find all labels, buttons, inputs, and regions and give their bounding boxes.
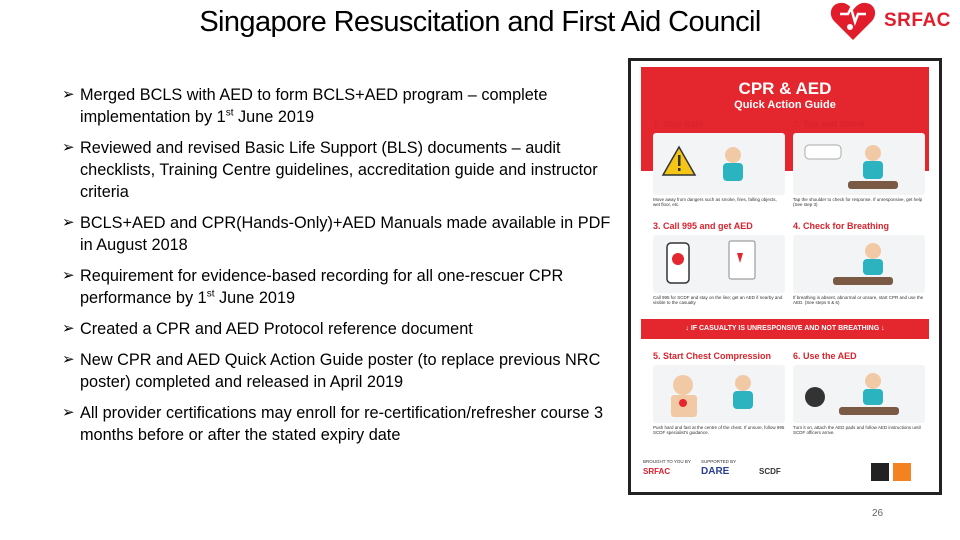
arrow-bullet-icon: ➢ (62, 86, 75, 103)
footer-dare: DARE (701, 466, 730, 477)
warning-icon (653, 133, 785, 195)
arrow-bullet-icon: ➢ (62, 351, 75, 368)
cpr-aed-poster (628, 58, 942, 495)
step-5-illustration (653, 365, 785, 423)
arrow-bullet-icon: ➢ (62, 267, 75, 284)
phone-aed-icon (653, 235, 785, 293)
bullet-item: ➢ Merged BCLS with AED to form BCLS+AED program – complete implementation by 1st June 2019 (62, 86, 548, 126)
arrow-bullet-icon: ➢ (62, 139, 75, 156)
heart-logo-icon (828, 0, 878, 44)
step-1-illustration (653, 133, 785, 195)
bullet-item: ➢ All provider certifications may enroll for re-certification/refresher course 3 months before or after the stated expiry date (62, 404, 604, 444)
alert-banner: ↓ IF CASUALTY IS UNRESPONSIVE AND NOT BREATHING ↓ (641, 319, 929, 339)
page-number: 26 (872, 508, 884, 519)
bullet-item: ➢ BCLS+AED and CPR(Hands-Only)+AED Manuals made available in PDF in August 2018 (62, 214, 611, 254)
bullet-item: ➢ New CPR and AED Quick Action Guide poster (to replace previous NRC poster) completed and released in April 2019 (62, 351, 601, 391)
step-5-caption: Push hard and fast at the centre of the chest. If unsure, follow 995 SCDF specialist's guidance. (653, 425, 785, 435)
logo-text: SRFAC (884, 10, 951, 31)
step-4-label: 4. Check for Breathing (793, 221, 890, 231)
arrow-bullet-icon: ➢ (62, 404, 75, 421)
bullet-item: ➢ Reviewed and revised Basic Life Support (BLS) documents – audit checklists, Training Centre guidelines, accreditation guide and instructor criteria (62, 139, 598, 201)
step-6-caption: Turn it on, attach the AED pads and follow AED instructions until SCDF officers arrive. (793, 425, 921, 435)
srfac-logo (828, 0, 960, 44)
step-3-label: 3. Call 995 and get AED (653, 221, 753, 231)
step-3-caption: Call 995 for SCDF and stay on the line; get an AED if nearby and visible to the casualty (653, 295, 783, 305)
step-1-label: 1. Stay Safe (653, 119, 704, 129)
step-6-label: 6. Use the AED (793, 351, 857, 361)
app-badge-icon (871, 463, 889, 481)
poster-subtitle: Quick Action Guide (734, 99, 836, 111)
step-4-illustration (793, 235, 925, 293)
app-badge-icon (893, 463, 911, 481)
footer-srfac: SRFAC (643, 467, 671, 476)
step-2-illustration (793, 133, 925, 195)
step-2-caption: Tap the shoulder to check for response. If unresponsive, get help (See step 3) (793, 197, 923, 207)
step-1-caption: Move away from dangers such as smoke, fires, falling objects, wet floor, etc. (653, 197, 777, 207)
step-5-label: 5. Start Chest Compression (653, 351, 772, 361)
footer-scdf: SCDF (759, 467, 781, 476)
bullet-list (62, 84, 622, 455)
arrow-bullet-icon: ➢ (62, 320, 75, 337)
poster-title: CPR & AED (738, 79, 832, 98)
step-3-illustration (653, 235, 785, 293)
step-4-caption: If breathing is absent, abnormal or unsure, start CPR and use the AED. (See steps 5 & 6) (793, 295, 924, 305)
arrow-bullet-icon: ➢ (62, 214, 75, 231)
bullet-item: ➢ Requirement for evidence-based recording for all one-rescuer CPR performance by 1st June 2019 (62, 267, 564, 307)
bullet-item: ➢ Created a CPR and AED Protocol reference document (62, 320, 473, 338)
step-6-illustration (793, 365, 925, 423)
poster-footer: BROUGHT TO YOU BY SUPPORTED BY SRFAC DARE SCDF (641, 457, 929, 487)
step-2-label: 2. Tap and Shout (793, 119, 865, 129)
page-title: Singapore Resuscitation and First Aid Council (199, 6, 761, 38)
